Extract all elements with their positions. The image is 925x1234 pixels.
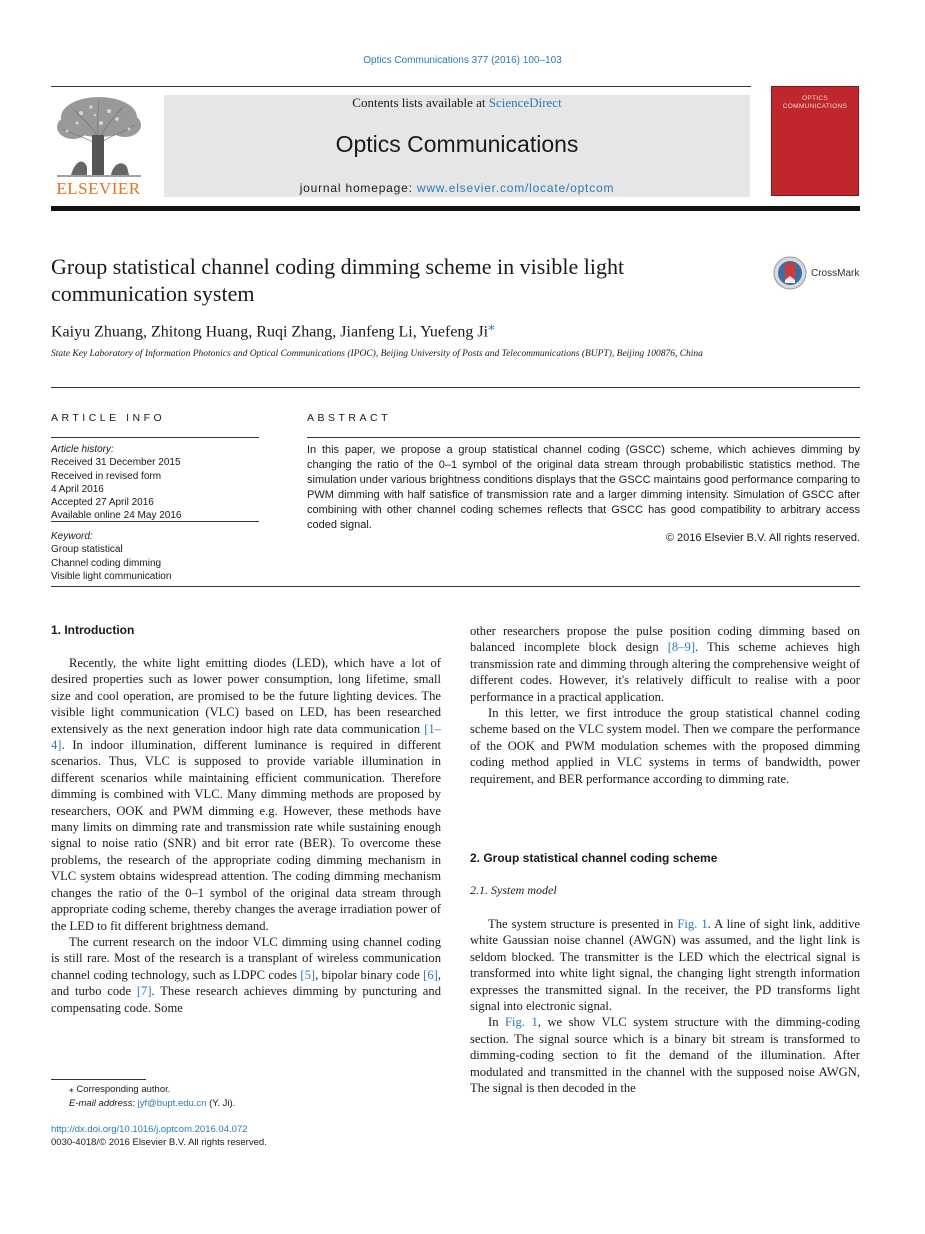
- section-heading-introduction: 1. Introduction: [51, 623, 135, 637]
- reference-link[interactable]: [1–4]: [51, 721, 441, 753]
- abstract-heading: ABSTRACT: [307, 412, 392, 424]
- elsevier-wordmark: ELSEVIER: [56, 179, 141, 198]
- crossmark-label: CrossMark: [811, 268, 860, 279]
- homepage-prefix: journal homepage:: [299, 181, 417, 195]
- doi-block: [51, 1123, 267, 1149]
- text-span: other researchers propose the pulse position coding dimming based on balanced incomplete block design: [470, 624, 860, 655]
- reference-link[interactable]: [6]: [423, 967, 438, 982]
- history-label: Article history:: [51, 444, 114, 455]
- cover-title: OPTICS COMMUNICATIONS: [782, 95, 848, 110]
- contents-prefix: Contents lists available at: [352, 95, 489, 110]
- journal-name: Optics Communications: [335, 131, 579, 157]
- divider: [51, 387, 860, 388]
- paragraph: [51, 655, 441, 934]
- crossmark-badge[interactable]: [773, 256, 863, 292]
- paragraph: [51, 934, 441, 1016]
- text-span: , and turbo code: [51, 967, 441, 999]
- sciencedirect-link[interactable]: ScienceDirect: [488, 95, 562, 110]
- journal-citation[interactable]: Optics Communications 377 (2016) 100–103: [363, 55, 562, 66]
- article-info-heading: ARTICLE INFO: [51, 412, 166, 424]
- email-label: E-mail address:: [69, 1098, 138, 1109]
- history-item: Received 31 December 2015: [51, 457, 181, 469]
- reference-link[interactable]: [5]: [300, 967, 316, 982]
- section-heading-gscc: 2. Group statistical channel coding scheme: [470, 851, 718, 865]
- text-span: The system structure is presented in: [488, 917, 678, 931]
- keyword-item: Group statistical: [51, 544, 123, 556]
- issn-line: 0030-4018/© 2016 Elsevier B.V. All rights reserved.: [51, 1137, 267, 1148]
- figure-link[interactable]: Fig. 1: [505, 1015, 538, 1030]
- divider: [51, 521, 259, 522]
- authors-text: Kaiyu Zhuang, Zhitong Huang, Ruqi Zhang, Jianfeng Li, Yuefeng Ji: [51, 323, 489, 341]
- keywords: [51, 530, 259, 583]
- email-link[interactable]: jyf@bupt.edu.cn: [137, 1098, 207, 1109]
- paragraph: In this letter, we first introduce the group statistical channel coding scheme based on the VLC system model. Then we compare the performance of the OOK and PWM modulation schemes with the proposed dimming coding method applied in VLC systems in terms of bandwidth, power requirement, and BER performance according to dimming rate.: [470, 706, 860, 786]
- contents-line: [164, 95, 750, 111]
- history-item: Received in revised form: [51, 470, 162, 482]
- divider: [307, 437, 860, 438]
- homepage-line: [164, 181, 750, 195]
- history-item: Available online 24 May 2016: [51, 510, 182, 522]
- paragraph: [470, 623, 860, 705]
- footnote: [51, 1083, 235, 1111]
- doi-link[interactable]: http://dx.doi.org/10.1016/j.optcom.2016.04.072: [51, 1124, 248, 1135]
- history-item: Accepted 27 April 2016: [51, 497, 154, 509]
- journal-cover-thumbnail[interactable]: [771, 86, 859, 196]
- header-rule: [51, 86, 751, 87]
- paragraph: [470, 1014, 860, 1096]
- subsection-heading-system-model: 2.1. System model: [470, 883, 557, 897]
- abstract-copyright: © 2016 Elsevier B.V. All rights reserved.: [665, 532, 860, 544]
- email-line: [51, 1097, 235, 1111]
- footnote-rule: [51, 1079, 146, 1080]
- paper-title: Group statistical channel coding dimming scheme in visible light communication system: [51, 254, 625, 306]
- text-span: . These research achieves dimming by puncturing and compensating code. Some: [51, 984, 441, 1015]
- homepage-link[interactable]: www.elsevier.com/locate/optcom: [416, 181, 615, 195]
- text-span: . A line of sight link, additive white Gaussian noise channel (AWGN) was assumed, and the light link is seldom blocked. The transmitter is the LED which the electrical signal is transformed into white light signal, the changing light strength information expresses the transmitted signal. In the receiver, the PD transforms light signal into electronic signal.: [470, 917, 860, 1014]
- history-item: 4 April 2016: [51, 483, 104, 495]
- crossmark-icon: [773, 256, 807, 290]
- figure-link[interactable]: Fig. 1: [677, 917, 708, 931]
- text-span: , bipolar binary code: [315, 967, 424, 982]
- text-span: . In indoor illumination, different luminance is required in different scenarios. Thus, VLC is supposed to provide variable illumination in different scenarios while maintaining efficient communication. Therefore dimming is combined with VLC. Many dimming methods are proposed by researchers, OOK and PWM dimming e.g. However, these methods have many limits on dimming rate and transmission rate while sustaining enough signal to noise ratio (SNR) and bit error rate (BER). To overcome these problems, the research of the appropriate coding dimming mechanism in VLC system obtains widespread attention. The coding dimming mechanism changes the ratio of the 0–1 symbol of the original data stream through appropriate coding scheme, thereby changes the average irradiation power of the LED to fit different brightness demand.: [51, 738, 441, 933]
- divider: [51, 437, 259, 438]
- right-column-top: [470, 623, 860, 787]
- keyword-label: Keyword:: [51, 531, 93, 542]
- corresponding-author-note: ⁎ Corresponding author.: [69, 1084, 171, 1095]
- left-column: [51, 655, 441, 1016]
- text-span: . This scheme achieves high transmission rate and dimming through altering the comprehensive weight of different codes. However, it's relatively difficult to realise with a poor performance in a practical application.: [470, 640, 860, 704]
- keyword-item: Visible light communication: [51, 570, 172, 582]
- text-span: Recently, the white light emitting diodes (LED), which have a lot of desired properties such as lower power consumption, long lifetime, small size and cool operation, are promised to be the future lighting devices. The visible light communication (VLC) based on LED, has been researched extensively as the next generation indoor high rate data communication: [51, 656, 441, 736]
- abstract-text: In this paper, we propose a group statistical channel coding (GSCC) scheme, which achieves dimming by changing the ratio of the 0–1 symbol of the original data stream through probabilistic statistics method. The simulation under various brightness conditions displays that the GSCC maintains good performance comparing to PWM dimming with half satisfice of transmission rate and a larger dimming intensity. Simulation of GSCC after combining with other channel coding schemes reflects that GSCC has good compatibility to arbitrary access coded signal.: [307, 444, 860, 531]
- paragraph: [470, 916, 860, 1014]
- affiliation: State Key Laboratory of Information Photonics and Optical Communications (IPOC), Beijing University of Posts and Telecommunications (BUPT), Beijing 100876, China: [51, 349, 703, 359]
- text-span: , we show VLC system structure with the dimming-coding section. The signal source which is a binary bit stream is transformed to dimming-coding section to fit the demand of the illumination. After modulated and transmitted in the channel with the supposed noise AWGN, The signal is then decoded in the: [470, 1015, 861, 1096]
- keyword-item: Channel coding dimming: [51, 557, 162, 569]
- reference-link[interactable]: [8–9]: [667, 640, 696, 655]
- reference-link[interactable]: [7]: [136, 984, 152, 999]
- divider: [51, 586, 860, 587]
- header-thick-rule: [51, 206, 860, 211]
- article-history: [51, 443, 259, 523]
- journal-header-box: [164, 95, 750, 197]
- text-span: In: [488, 1015, 506, 1030]
- email-suffix: (Y. Ji).: [206, 1098, 236, 1109]
- author-list: [51, 318, 495, 341]
- right-column-bottom: [470, 916, 860, 1096]
- corresponding-mark[interactable]: ⁎: [488, 318, 495, 333]
- text-span: The current research on the indoor VLC dimming using channel coding is still rare. Most of the research is a transplant of wireless communication channel coding technology, such as LDPC codes: [51, 934, 441, 982]
